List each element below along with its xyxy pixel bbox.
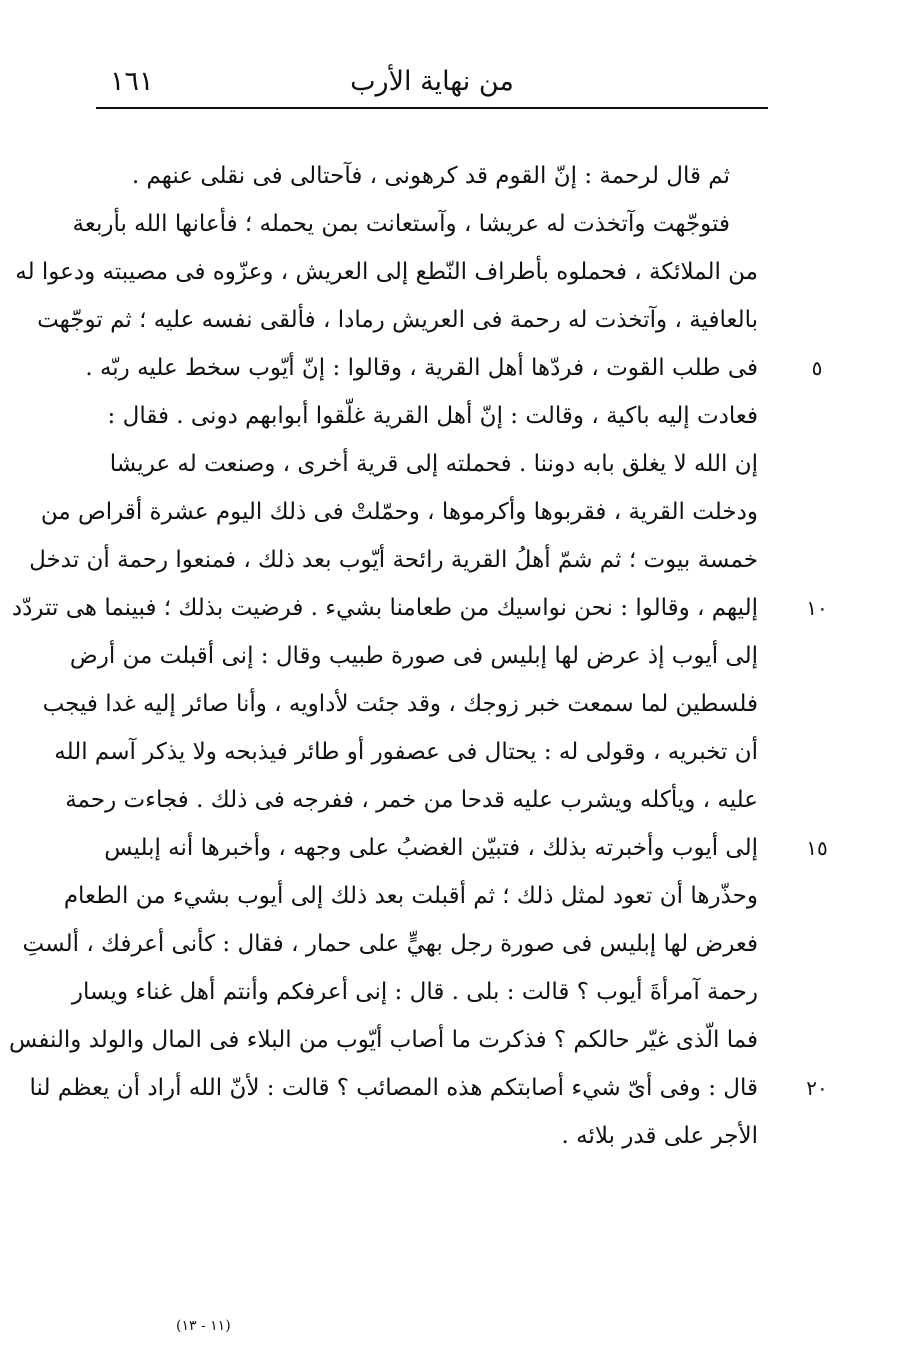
text-line-5: فى طلب القوت ، فردّها أهل القرية ، وقالوا : إنّ أيّوب سخط عليه ربّه .	[85, 355, 758, 381]
text-line-20: قال : وفى أىّ شيء أصابتكم هذه المصائب ؟ قالت : لأنّ الله أراد أن يعظم لنا	[29, 1075, 758, 1101]
text-line-1: ثم قال لرحمة : إنّ القوم قد كرهونى ، فآحتالى فى نقلى عنهم .	[131, 163, 730, 189]
text-line-13: أن تخبريه ، وقولى له : يحتال فى عصفور أو طائر فيذبحه ولا يذكر آسم الله	[54, 739, 758, 765]
body-text	[9, 152, 758, 1160]
text-line-2: فتوجّهت وآتخذت له عريشا ، وآستعانت بمن يحمله ؛ فأعانها الله بأربعة	[72, 211, 730, 237]
text-line-9: خمسة بيوت ؛ ثم شمّ أهلُ القرية رائحة أيّوب بعد ذلك ، فمنعوا رحمة أن تدخل	[29, 547, 758, 573]
page-number: ١٦١	[110, 66, 154, 97]
text-line-3: من الملائكة ، فحملوه بأطراف النّطع إلى العريش ، وعزّوه فى مصيبته ودعوا له	[15, 259, 758, 285]
text-line-19: فما الّذى غيّر حالكم ؟ فذكرت ما أصاب أيّوب من البلاء فى المال والولد والنفس	[9, 1027, 758, 1053]
text-line-18: رحمة آمرأةَ أيوب ؟ قالت : بلى . قال : إنى أعرفكم وأنتم أهل غناء ويسار	[71, 979, 758, 1005]
signature-mark: (١١ - ١٣)	[176, 1318, 231, 1334]
text-line-14: عليه ، ويأكله ويشرب عليه قدحا من خمر ، ففرجه فى ذلك . فجاءت رحمة	[65, 787, 758, 813]
text-line-17: فعرض لها إبليس فى صورة رجل بهيٍّ على حمار ، فقال : كأنى أعرفك ، ألستِ	[22, 931, 758, 957]
text-line-21: الأجر على قدر بلائه .	[561, 1123, 758, 1149]
line-number-15: ١٥	[806, 836, 828, 860]
text-line-15: إلى أيوب وأخبرته بذلك ، فتبيّن الغضبُ على وجهه ، وأخبرها أنه إبليس	[104, 835, 758, 861]
text-line-6: فعادت إليه باكية ، وقالت : إنّ أهل القرية غلّقوا أبوابهم دونى . فقال :	[107, 403, 758, 429]
text-line-8: ودخلت القرية ، فقربوها وأكرموها ، وحمّلتْ فى ذلك اليوم عشرة أقراص من	[40, 499, 758, 525]
text-line-7: إن الله لا يغلق بابه دوننا . فحملته إلى قرية أخرى ، وصنعت له عريشا	[109, 451, 758, 477]
text-line-12: فلسطين لما سمعت خبر زوجك ، وقد جئت لأداويه ، وأنا صائر إليه غدا فيجب	[42, 691, 758, 717]
header-rule	[96, 107, 768, 109]
running-header	[96, 60, 768, 104]
text-line-11: إلى أيوب إذ عرض لها إبليس فى صورة طبيب وقال : إنى أقبلت من أرض	[69, 643, 758, 669]
running-title: من نهاية الأرب	[350, 66, 514, 97]
line-number-5: ٥	[811, 356, 823, 380]
text-line-16: وحذّرها أن تعود لمثل ذلك ؛ ثم أقبلت بعد ذلك إلى أيوب بشيء من الطعام	[63, 883, 758, 909]
text-line-4: بالعافية ، وآتخذت له رحمة فى العريش رمادا ، فألقى نفسه عليه ؛ ثم توجّهت	[37, 307, 758, 333]
line-number-10: ١٠	[806, 596, 828, 620]
text-line-10: إليهم ، وقالوا : نحن نواسيك من طعامنا بشيء . فرضيت بذلك ؛ فبينما هى تتردّد	[11, 595, 758, 621]
line-number-20: ٢٠	[806, 1076, 828, 1100]
